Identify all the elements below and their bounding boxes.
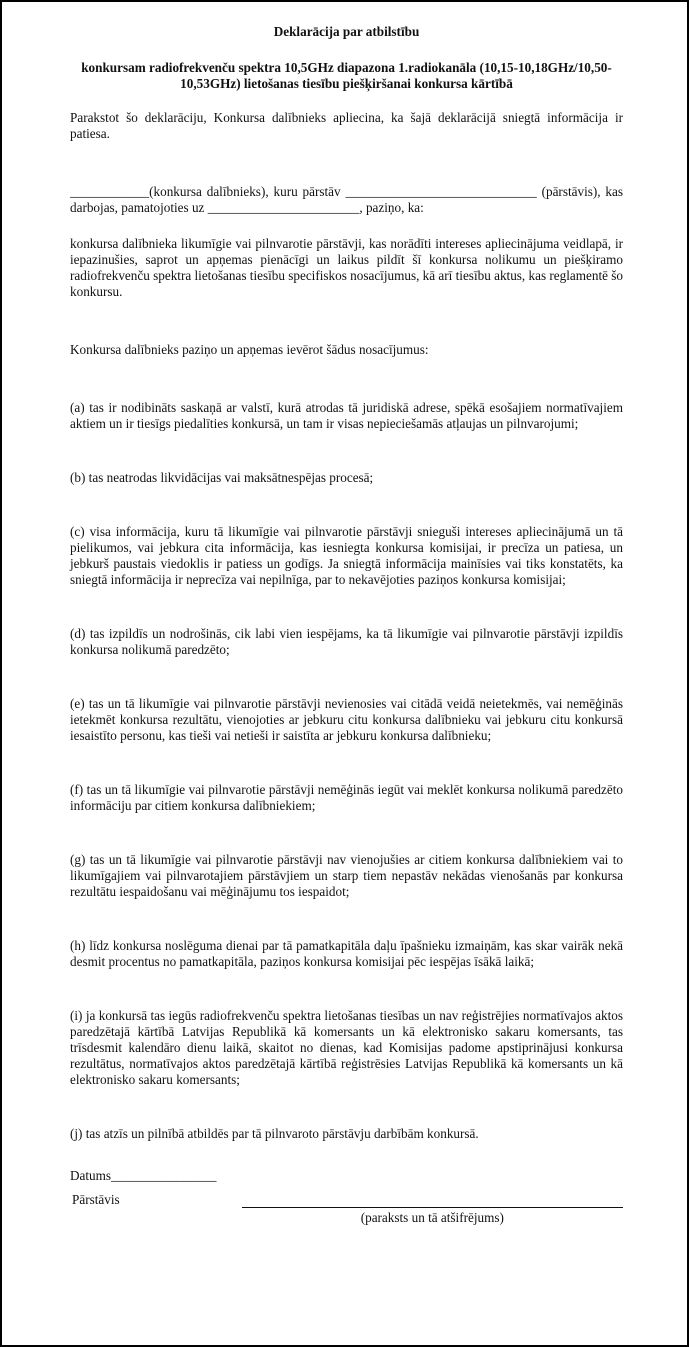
condition-item-i: (i) ja konkursā tas iegūs radiofrekvenču spektra lietošanas tiesības un nav reģistrējies normatīvajos aktos paredzētajā kārtībā Latvijas Republikā kā komersants un kā elektronisko sakaru komersants, tas trīsdesmit kalendāro dienu laikā, skaitot no dienas, kad Komisijas padome apstiprinājusi konkursa rezultātus, normatīvajos aktos paredzētajā kārtībā reģistrēsies Latvijas Republikā kā komersants un kā elektronisko sakaru komersants;: [70, 1008, 623, 1087]
intro-paragraph: Parakstot šo deklarāciju, Konkursa dalībnieks apliecina, ka šajā deklarācijā sniegtā informācija ir patiesa.: [70, 110, 623, 141]
signature-block: [70, 1168, 623, 1226]
date-line: Datums________________: [70, 1168, 217, 1183]
document-subtitle: konkursam radiofrekvenču spektra 10,5GHz diapazona 1.radiokanāla (10,15-10,18GHz/10,50-10,53GHz) lietošanas tiesību piešķiršanai konkursa kārtībā: [81, 60, 612, 91]
signature-caption: (paraksts un tā atšifrējums): [360, 1210, 504, 1225]
condition-item-a: (a) tas ir nodibināts saskaņā ar valstī, kurā atrodas tā juridiskā adrese, spēkā esošajiem normatīvajiem aktiem un ir tiesīgs piedalīties konkursā, un tam ir visas nepieciešamās atļaujas un pilnvarojumi;: [70, 400, 623, 431]
condition-item-j: (j) tas atzīs un pilnībā atbildēs par tā pilnvaroto pārstāvju darbībām konkursā.: [70, 1126, 479, 1141]
condition-item-d: (d) tas izpildīs un nodrošinās, cik labi vien iespējams, ka tā likumīgie vai pilnvarotie pārstāvji izpildīs konkursa nolikumā paredzēto;: [70, 626, 623, 657]
representative-label: Pārstāvis: [72, 1192, 120, 1207]
condition-item-h: (h) līdz konkursa noslēguma dienai par tā pamatkapitāla daļu īpašnieku izmaiņām, kas skar vairāk nekā desmit procentus no pamatkapitāla, paziņos konkursa komisijai pēc iespējas īsākā laikā;: [70, 938, 623, 969]
condition-item-g: (g) tas un tā likumīgie vai pilnvarotie pārstāvji nav vienojušies ar citiem konkursa dalībniekiem vai to likumīgajiem vai pilnvarotajiem pārstāvjiem un starp tiem nepastāv nekādas vienošanās par konkursa rezultātu iespaidošanu vai mēģinājumu tos iespaidot;: [70, 852, 623, 899]
condition-item-c: (c) visa informācija, kuru tā likumīgie vai pilnvarotie pārstāvji snieguši intereses apliecinājumā un tā pielikumos, vai jebkura cita informācija, kas iesniegta konkursa komisijai, ir precīza un patiesa, un jebkurš paustais viedoklis ir patiess un godīgs. Ja sniegtā informācija mainīsies vai tiks konstatēts, ka sniegtā informācija ir neprecīza vai nepilnīga, par to nekavējoties paziņos konkursa komisijai;: [70, 524, 623, 587]
document-title: Deklarācija par atbilstību: [273, 24, 420, 39]
party-line: ____________(konkursa dalībnieks), kuru pārstāv _____________________________ (pārstāvis), kas darbojas, pamatojoties uz _______________________, paziņo, ka:: [70, 184, 623, 215]
condition-item-e: (e) tas un tā likumīgie vai pilnvarotie pārstāvji nevienosies vai citādā veidā neietekmēs, vai nemēģinās ietekmēt konkursa rezultātu, vienojoties ar jebkuru citu konkursa dalībnieku vai jebkuru citu konkursā iesaistīto personu, kas tieši vai netieši ir saistīta ar jebkuru konkursa dalībnieku;: [70, 696, 623, 743]
condition-item-f: (f) tas un tā likumīgie vai pilnvarotie pārstāvji nemēģinās iegūt vai meklēt konkursa nolikumā paredzēto informāciju par citiem konkursa dalībniekiem;: [70, 782, 623, 813]
statement-paragraph: konkursa dalībnieka likumīgie vai pilnvarotie pārstāvji, kas norādīti intereses apliecinājuma veidlapā, ir iepazinušies, saprot un apņemas pienācīgi un laikus pildīt šī konkursa nolikumu un piešķiramo radiofrekvenču spektra lietošanas tiesību specifiskos nosacījumus, kā arī tiesību aktus, kas reglamentē šo konkursu.: [70, 236, 623, 299]
condition-item-b: (b) tas neatrodas likvidācijas vai maksātnespējas procesā;: [70, 470, 374, 485]
conditions-intro: Konkursa dalībnieks paziņo un apņemas ievērot šādus nosacījumus:: [70, 342, 429, 357]
signature-line: [242, 1207, 623, 1208]
